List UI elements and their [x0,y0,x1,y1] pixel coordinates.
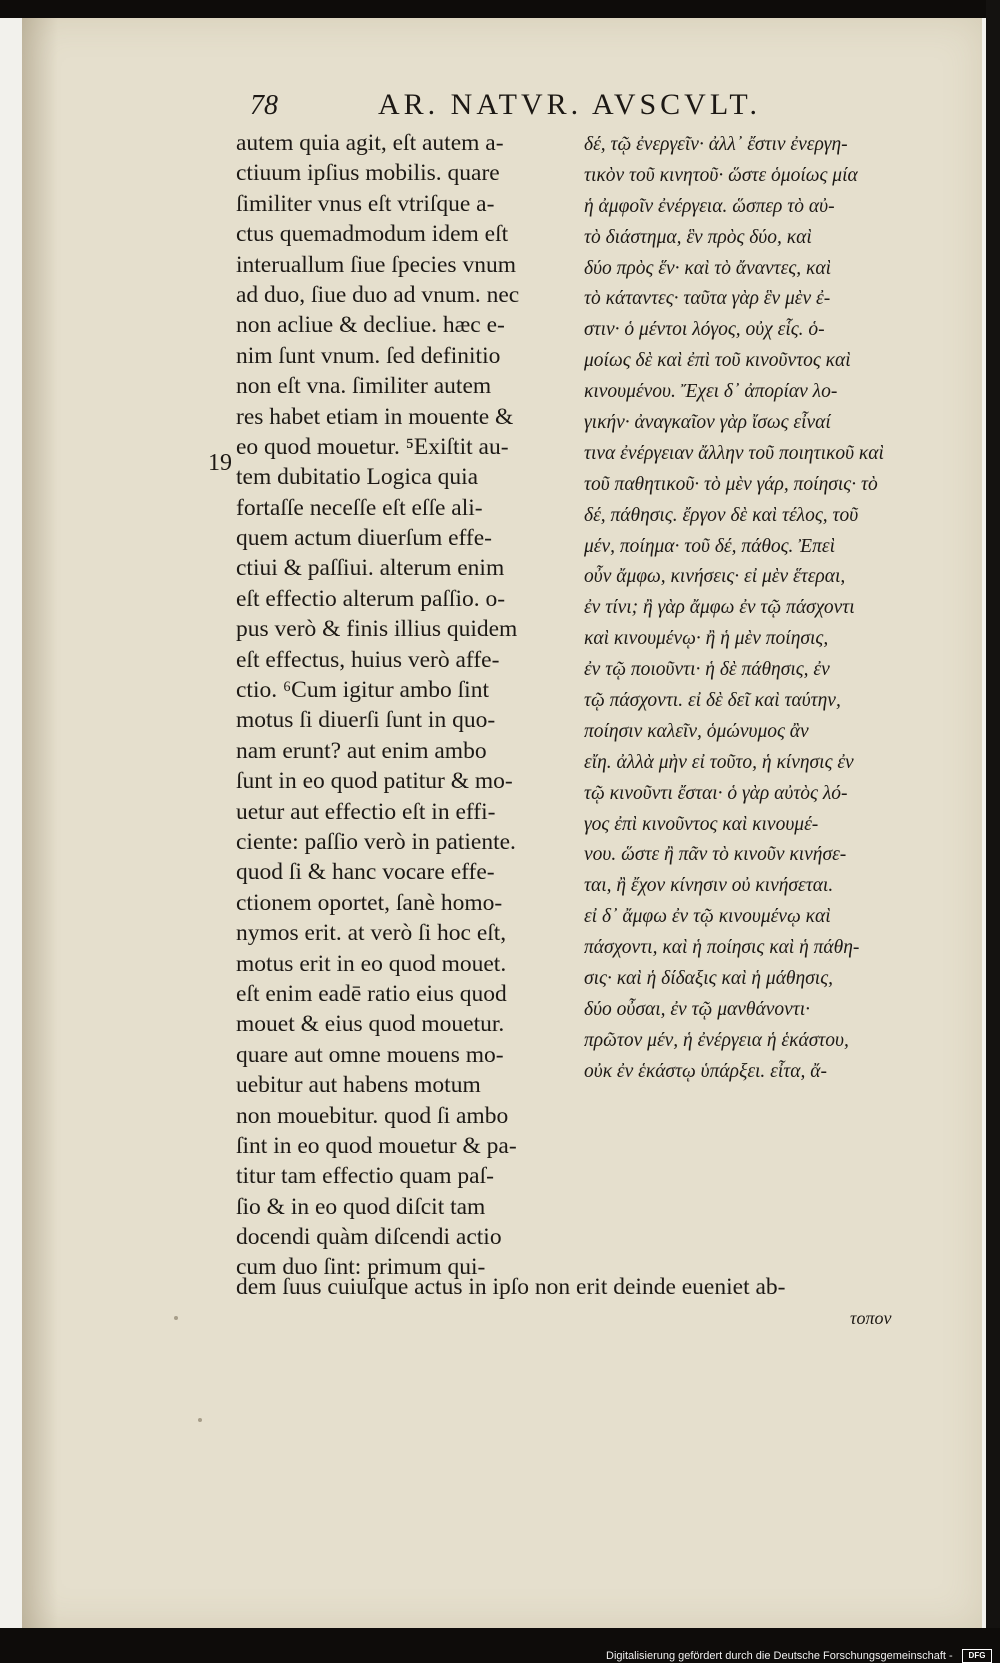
latin-text-line: quod ſi & hanc vocare effe- [236,859,495,886]
catchword: τοπον [850,1308,892,1328]
greek-text-line: κινουμένου. Ἔχει δ᾽ ἀπορίαν λο- [584,381,838,403]
latin-text-line: ctio. ⁶Cum igitur ambo ſint [236,677,489,704]
greek-text-line: στιν· ὁ μέντοι λόγος, οὐχ εἷς. ὁ- [584,319,825,341]
greek-text-line: τὸ κάταντες· ταῦτα γὰρ ἓν μὲν ἐ- [584,288,831,310]
latin-text-line: interuallum ſiue ſpecies vnum [236,251,516,278]
latin-text-line: quare aut omne mouens mo- [236,1041,504,1068]
running-head [22,80,982,120]
latin-text-line: nim ſunt vnum. ſed definitio [236,342,501,369]
greek-column [584,130,936,1088]
dfg-logo: DFG [962,1649,992,1663]
latin-text-line: non acliue & decliue. hæc e- [236,312,505,339]
greek-text-line: ἐν τῷ ποιοῦντι· ἡ δὲ πάθησις, ἐν [584,659,830,681]
scan-border-right [986,0,1000,1663]
greek-text-line: γος ἐπὶ κινοῦντος καὶ κινουμέ- [584,813,819,835]
page-number: 78 [250,90,278,121]
latin-text-line: tem dubitatio Logica quia [236,464,479,491]
paper-speck [198,1418,202,1422]
latin-text-line: fortaſſe neceſſe eſt eſſe ali- [236,494,483,521]
latin-text-line: non eſt vna. ſimiliter autem [236,373,492,400]
latin-text-line: ſio & in eo quod diſcit tam [236,1193,486,1220]
margin-line-number: 19 [208,450,232,476]
greek-text-line: ἡ ἀμφοῖν ἐνέργεια. ὥσπερ τὸ αὐ- [584,195,835,217]
greek-text-line: εἰ δ᾽ ἄμφω ἐν τῷ κινουμένῳ καὶ [584,906,831,928]
latin-text-line: ſimiliter vnus eſt vtriſque a- [236,190,495,217]
greek-text-line: τῷ κινοῦντι ἔσται· ὁ γὰρ αὐτὸς λό- [584,782,848,804]
greek-text-line: καὶ κινουμένῳ· ἢ ἡ μὲν ποίησις, [584,628,829,650]
page-gutter-shadow [22,18,58,1628]
latin-text-line: ctionem oportet, ſanè homo- [236,889,503,916]
greek-text-line: νου. ὥστε ἢ πᾶν τὸ κινοῦν κινήσε- [584,844,847,866]
greek-text-line: δύο πρὸς ἕν· καὶ τὸ ἄναντες, καὶ [584,257,832,279]
latin-text-line: eo quod mouetur. ⁵Exiſtit au- [236,433,509,460]
book-page [22,18,982,1628]
greek-text-line: τὸ διάστημα, ἓν πρὸς δύο, καὶ [584,226,812,248]
latin-text-line: pus verò & finis illius quidem [236,616,518,643]
latin-text-line: eſt enim eadē ratio eius quod [236,980,507,1007]
greek-text-line: σις· καὶ ἡ δίδαξις καὶ ἡ μάθησις, [584,968,834,990]
greek-text-line: πάσχοντι, καὶ ἡ ποίησις καὶ ἡ πάθη- [584,937,860,959]
greek-text-line: ται, ἢ ἔχον κίνησιν οὐ κινήσεται. [584,875,834,897]
greek-text-line: τινα ἐνέργειαν ἄλλην τοῦ ποιητικοῦ καὶ [584,442,884,464]
scan-border-top [0,0,1000,18]
running-title: AR. NATVR. AVSCVLT. [378,88,762,121]
latin-text-line: uetur aut effectio eſt in effi- [236,798,496,825]
greek-text-line: τικὸν τοῦ κινητοῦ· ὥστε ὁμοίως μία [584,164,858,186]
greek-text-line: ποίησιν καλεῖν, ὁμώνυμος ἂν [584,720,809,742]
greek-text-line: οὐκ ἐν ἑκάστῳ ὑπάρξει. εἶτα, ἄ- [584,1060,827,1082]
greek-text-line: πρῶτον μέν, ἡ ἐνέργεια ἡ ἑκάστου, [584,1029,849,1051]
latin-text-line: motus ſi diuerſi ſunt in quo- [236,707,496,734]
latin-text-line: ciente: paſſio verò in patiente. [236,828,516,855]
latin-text-line: res habet etiam in mouente & [236,403,514,430]
greek-text-line: οὖν ἄμφω, κινήσεις· εἰ μὲν ἕτεραι, [584,566,846,588]
latin-text-line: nam erunt? aut enim ambo [236,737,487,764]
latin-text-line: titur tam effectio quam paſ- [236,1163,494,1190]
latin-text-line: eſt effectus, huius verò affe- [236,646,500,673]
latin-text-line: nymos erit. at verò ſi hoc eſt, [236,920,507,947]
latin-text-line: ſint in eo quod mouetur & pa- [236,1132,517,1159]
full-width-line: dem ſuus cuiuſque actus in ipſo non erit deinde eueniet ab- [236,1274,786,1300]
greek-text-line: τῷ πάσχοντι. εἰ δὲ δεῖ καὶ ταύτην, [584,690,841,712]
latin-text-line: motus erit in eo quod mouet. [236,950,507,977]
greek-text-line: μοίως δὲ καὶ ἐπὶ τοῦ κινοῦντος καὶ [584,350,851,372]
latin-text-line: ſunt in eo quod patitur & mo- [236,768,513,795]
greek-text-line: μέν, ποίημα· τοῦ δέ, πάθος. Ἐπεὶ [584,535,835,557]
latin-text-line: ad duo, ſiue duo ad vnum. nec [236,281,520,308]
latin-text-line: uebitur aut habens motum [236,1072,481,1099]
latin-column [236,128,579,1283]
latin-text-line: docendi quàm diſcendi actio [236,1224,502,1251]
latin-text-line: mouet & eius quod mouetur. [236,1011,505,1038]
greek-text-line: τοῦ παθητικοῦ· τὸ μὲν γάρ, ποίησις· τὸ [584,473,878,495]
latin-text-line: non mouebitur. quod ſi ambo [236,1102,509,1129]
latin-text-line: ctus quemadmodum idem eſt [236,221,509,248]
latin-text-line: quem actum diuerſum effe- [236,525,493,552]
latin-text-line: ctiui & paſſiui. alterum enim [236,555,505,582]
latin-text-line: eſt effectio alterum paſſio. o- [236,585,506,612]
greek-text-line: δέ, πάθησις. ἔργον δὲ καὶ τέλος, τοῦ [584,504,859,526]
latin-text-line: cum duo ſint: primum qui- [236,1254,486,1281]
latin-text-line: autem quia agit, eſt autem a- [236,130,504,156]
greek-text-line: γικήν· ἀναγκαῖον γὰρ ἴσως εἶναί [584,412,831,434]
greek-text-line: εἴη. ἀλλὰ μὴν εἰ τοῦτο, ἡ κίνησις ἐν [584,751,854,773]
greek-text-line: δύο οὖσαι, ἐν τῷ μανθάνοντι· [584,998,811,1020]
paper-speck [174,1316,178,1320]
digitization-credit: Digitalisierung gefördert durch die Deutsche Forschungsgemeinschaft - [606,1650,953,1662]
latin-text-line: ctiuum ipſius mobilis. quare [236,160,500,187]
greek-text-line: ἐν τίνι; ἢ γὰρ ἄμφω ἐν τῷ πάσχοντι [584,597,855,619]
greek-text-line: δέ, τῷ ἐνεργεῖν· ἀλλ᾽ ἔστιν ἐνεργη- [584,134,848,155]
